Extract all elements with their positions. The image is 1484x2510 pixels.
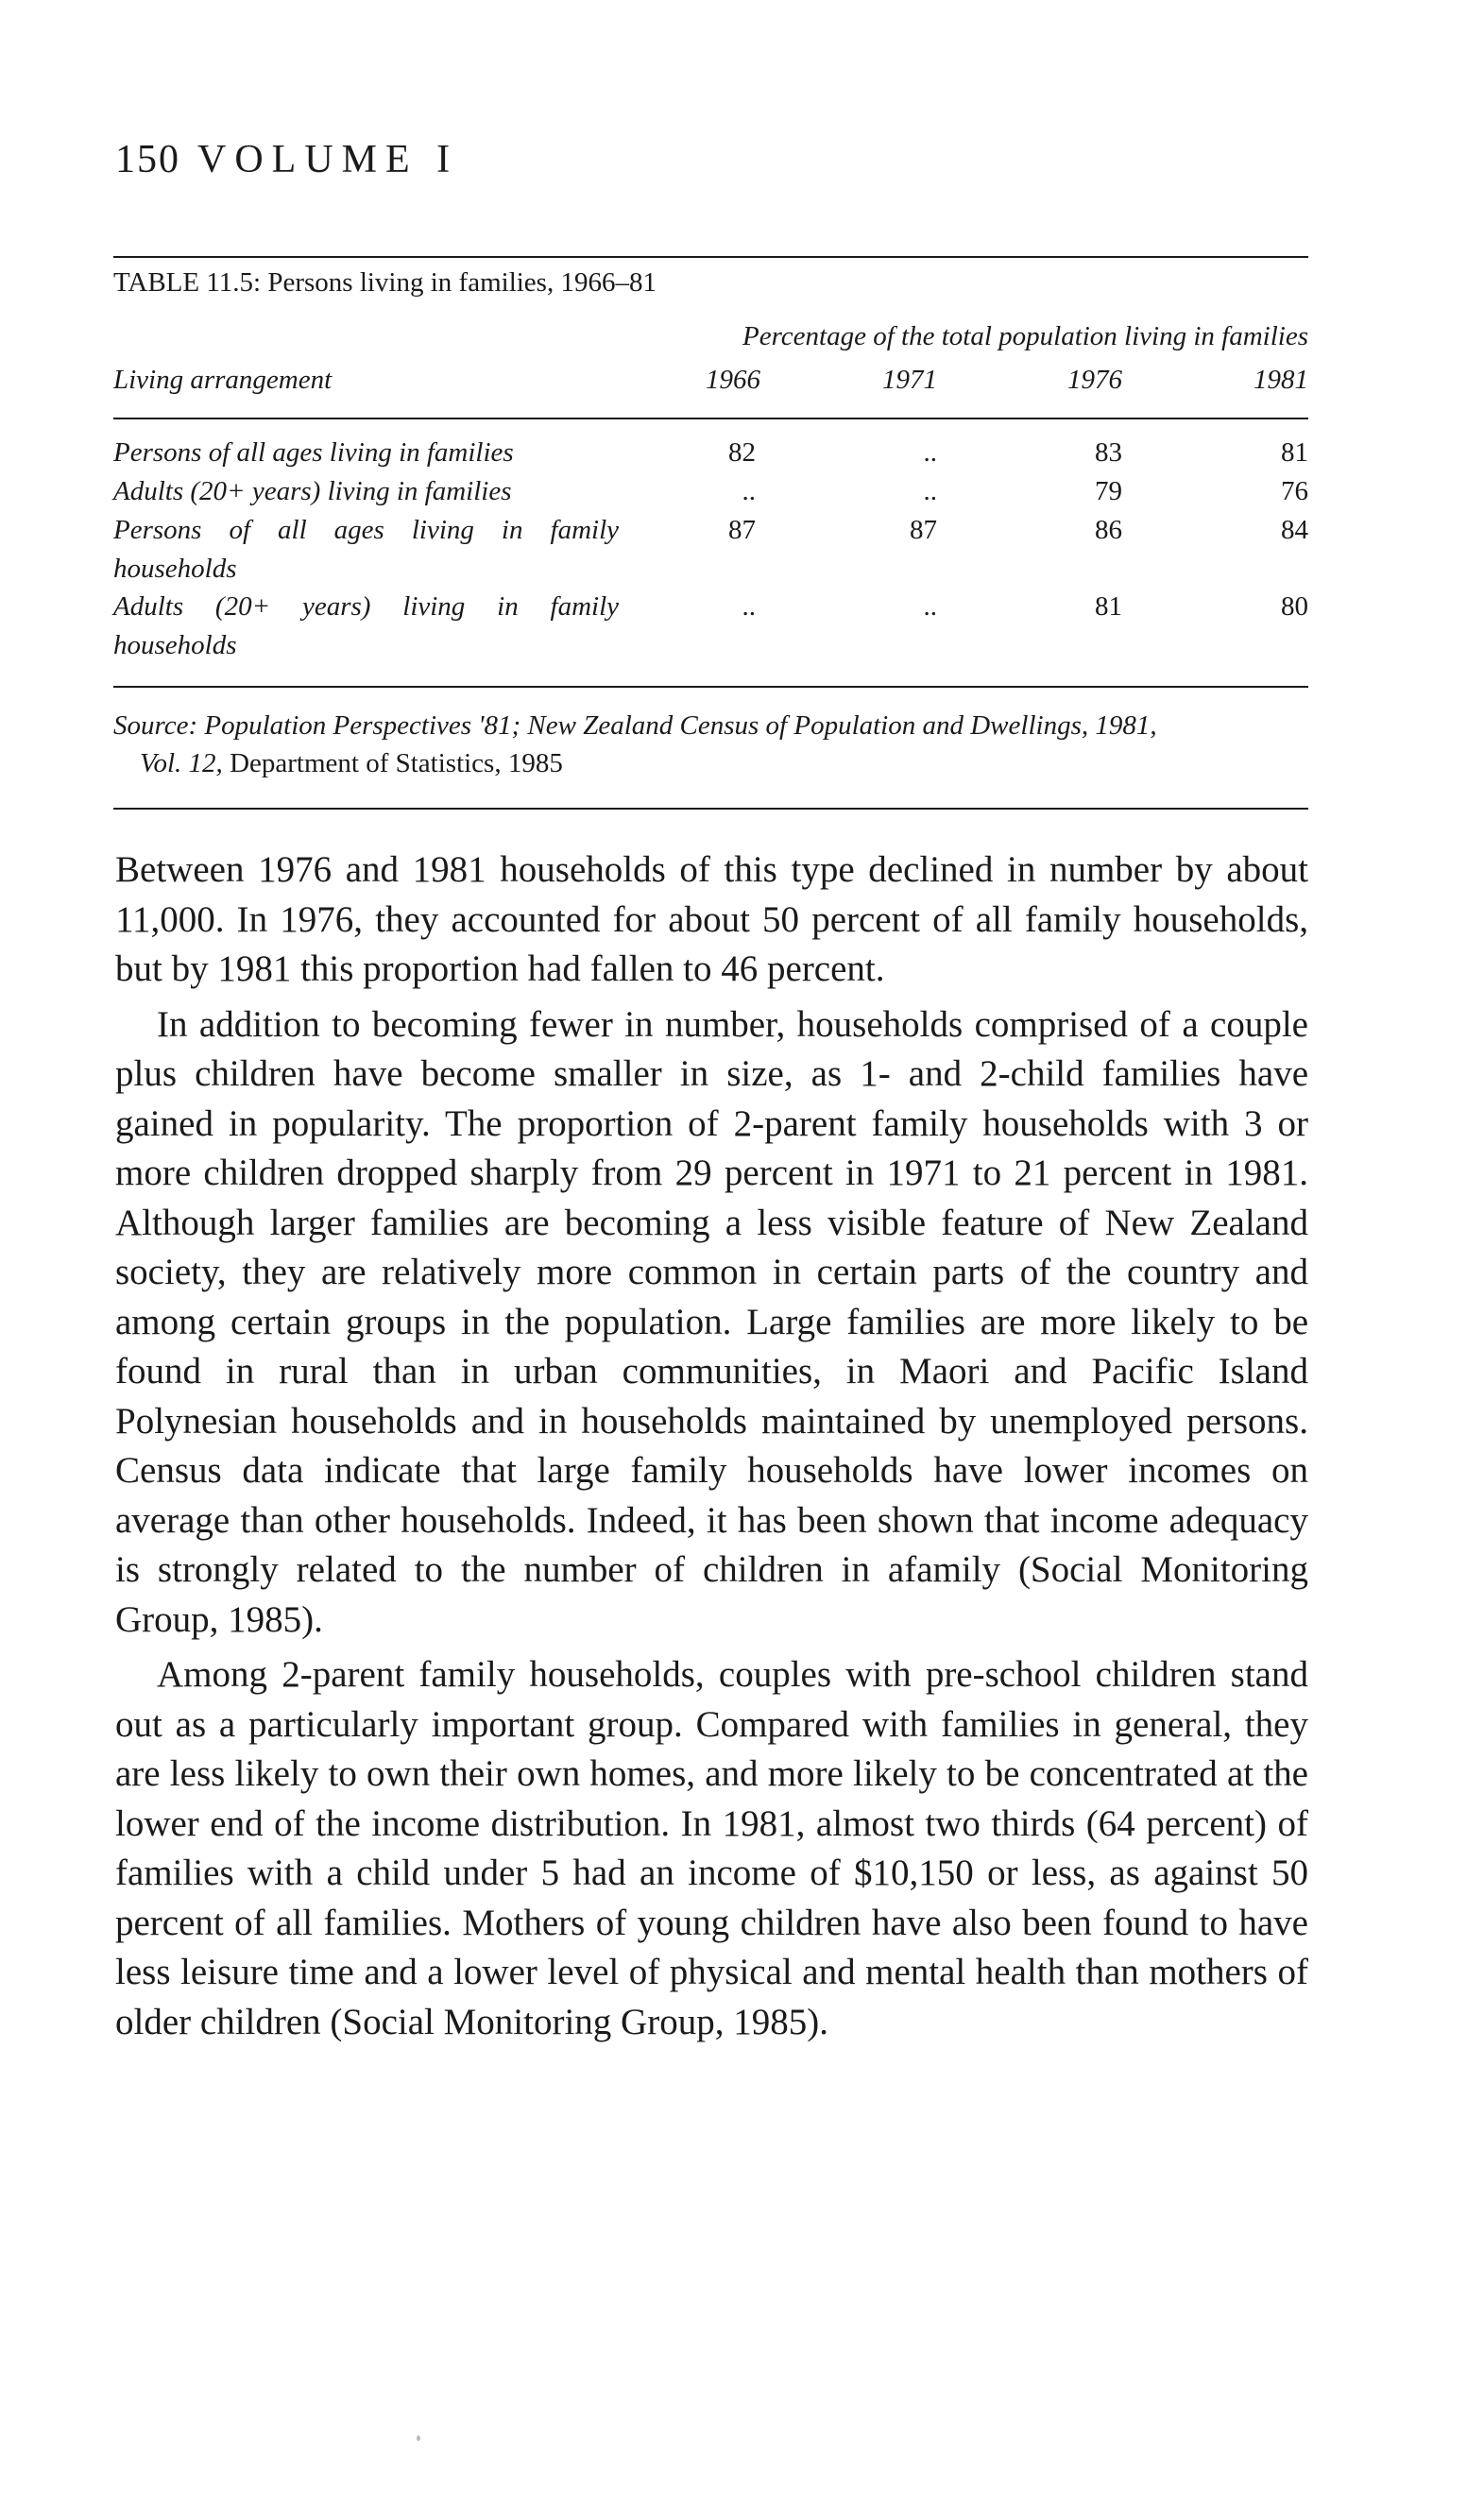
source-volume: Vol. 12, (140, 748, 223, 778)
column-header-1976: 1976 (1067, 365, 1122, 395)
paragraph: Between 1976 and 1981 households of this type declined in number by about 11,000. In 1976, they accounted for about 50 percent of all family households, but by 1981 this proportion had fallen to 46 percent. (115, 849, 1308, 989)
table-header-rule (113, 418, 1308, 419)
table-cell: 81 (1095, 591, 1122, 622)
table-spanning-header: Percentage of the total population living in families (742, 321, 1308, 351)
table-row-label: Persons of all ages living in family households (113, 515, 619, 584)
column-header-1971: 1971 (882, 365, 937, 395)
column-header-1981: 1981 (1254, 365, 1308, 395)
source-bottom-rule (113, 808, 1308, 810)
table-cell: 84 (1281, 515, 1308, 545)
table-cell: .. (923, 476, 937, 506)
running-head (115, 140, 458, 179)
table-cell: 79 (1095, 476, 1122, 506)
table-cell: 81 (1281, 437, 1308, 468)
table-cell: .. (923, 591, 937, 622)
table-cell: 80 (1281, 591, 1308, 622)
table-row-label: Adults (20+ years) living in families (113, 476, 512, 506)
table-cell: .. (742, 591, 756, 622)
page-number: 150 (115, 138, 180, 181)
table-top-rule (113, 256, 1308, 258)
column-header-1966: 1966 (706, 365, 760, 395)
paragraph: Among 2-parent family households, couples with pre-school children stand out as a particularly important group. Compared with families in general, they are less likely to own their own homes, and more likely to be concentrated at the lower end of the income distribution. In 1981, almost two thirds (64 percent) of families with a child under 5 had an income of $10,150 or less, as against 50 percent of all families. Mothers of young children have also been found to have less leisure time and a lower level of physical and mental health than mothers of older children (Social Monitoring Group, 1985). (115, 1654, 1308, 2042)
table-cell: 87 (910, 515, 937, 545)
volume-label: VOLUME I (197, 138, 459, 181)
table-row-label: Adults (20+ years) living in family households (113, 591, 619, 660)
table-bottom-rule (113, 686, 1308, 688)
table-cell: 87 (728, 515, 756, 545)
table-cell: 76 (1281, 476, 1308, 506)
table-row-label: Persons of all ages living in families (113, 437, 514, 468)
table-cell: .. (742, 476, 756, 506)
source-line-2 (113, 744, 1308, 782)
paragraph: In addition to becoming fewer in number, households comprised of a couple plus children have become smaller in size, as 1- and 2-child families have gained in popularity. The proportion of 2-parent family households with 3 or more children dropped sharply from 29 percent in 1971 to 21 percent in 1981. Although larger families are becoming a less visible feature of New Zealand society, they are relatively more common in certain parts of the country and among certain groups in the population. Large families are more likely to be found in rural than in urban communities, in Maori and Pacific Island Polynesian households and in households maintained by unemployed persons. Census data indicate that large family households have lower incomes on average than other households. Indeed, it has been shown that income adequacy is strongly related to the number of children in afamily (Social Monitoring Group, 1985). (115, 1003, 1308, 1640)
scan-speck (417, 2435, 420, 2441)
table-source-note (113, 707, 1308, 782)
table-cell: 82 (728, 437, 756, 468)
source-citation: Source: Population Perspectives '81; New Zealand Census of Population and Dwellings, 1981, (113, 710, 1157, 741)
table-cell: .. (923, 437, 937, 468)
table-caption: TABLE 11.5: Persons living in families, 1966–81 (113, 267, 657, 298)
table-row-header: Living arrangement (113, 365, 333, 395)
source-publisher: Department of Statistics, 1985 (230, 748, 563, 778)
table-cell: 86 (1095, 515, 1122, 545)
body-text (115, 845, 1308, 2047)
table-cell: 83 (1095, 437, 1122, 468)
